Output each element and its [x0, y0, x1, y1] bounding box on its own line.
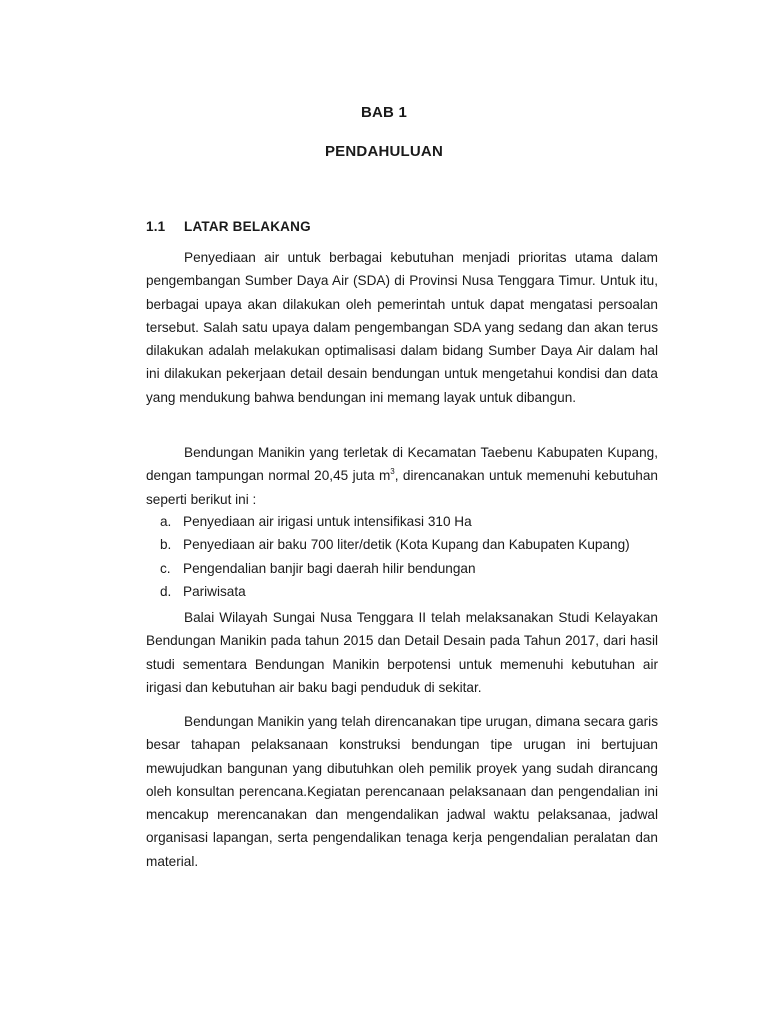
list-item-text: Penyediaan air baku 700 liter/detik (Kota Kupang dan Kabupaten Kupang) — [183, 537, 630, 553]
list-item — [160, 510, 660, 533]
paragraph-2-text — [146, 441, 658, 511]
requirements-list — [160, 510, 660, 603]
paragraph-4 — [146, 710, 658, 873]
list-item-text: Penyediaan air irigasi untuk intensifikasi 310 Ha — [183, 514, 472, 529]
paragraph-3-text: Balai Wilayah Sungai Nusa Tenggara II telah melaksanakan Studi Kelayakan Bendungan Manikin pada tahun 2015 dan Detail Desain pada Tahun 2017, dari hasil studi sementara Bendungan Manikin berpotensi untuk memenuhi kebutuhan air irigasi dan kebutuhan air baku bagi penduduk di sekitar. — [146, 610, 658, 695]
unit-superscript: 3 — [390, 467, 395, 477]
paragraph-2-text-end: , direncanakan untuk memenuhi kebutuhan seperti berikut ini : — [146, 468, 658, 507]
section-heading — [146, 219, 311, 234]
paragraph-1 — [146, 246, 658, 409]
paragraph-4-text: Bendungan Manikin yang telah direncanakan tipe urugan, dimana secara garis besar tahapan pelaksanaan konstruksi bendungan tipe urugan ini bertujuan mewujudkan bangunan yang dibutuhkan oleh pemilik proyek yang sudah dirancang oleh konsultan perencana.Kegiatan perencanaan pelaksanaan dan pengendalian ini mencakup merencanakan dan mengendalikan jadwal waktu pelaksanaa, jadwal organisasi lapangan, serta pengendalikan tenaga kerja pengendalian peralatan dan material. — [146, 714, 658, 869]
list-marker: d. — [160, 583, 172, 599]
list-marker: b. — [160, 537, 172, 553]
list-marker: a. — [160, 514, 172, 529]
chapter-title: BAB 1 — [360, 104, 407, 121]
chapter-heading: PENDAHULUAN — [324, 143, 444, 160]
list-item — [160, 580, 660, 603]
paragraph-3 — [146, 606, 658, 699]
list-item — [160, 533, 660, 556]
list-item — [160, 557, 660, 580]
section-title: LATAR BELAKANG — [184, 219, 311, 234]
section-number: 1.1 — [146, 219, 166, 234]
list-item-text: Pengendalian banjir bagi daerah hilir bendungan — [183, 560, 476, 576]
paragraph-2-text-start: Bendungan Manikin yang terletak di Kecamatan Taebenu Kabupaten Kupang, dengan tampungan normal 20,45 juta m — [146, 445, 658, 484]
paragraph-2 — [146, 441, 658, 511]
list-item-text: Pariwisata — [183, 583, 246, 599]
list-marker: c. — [160, 560, 171, 576]
paragraph-1-text: Penyediaan air untuk berbagai kebutuhan menjadi prioritas utama dalam pengembangan Sumber Daya Air (SDA) di Provinsi Nusa Tenggara Timur. Untuk itu, berbagai upaya akan dilakukan oleh pemerintah untuk dapat mengatasi persoalan tersebut. Salah satu upaya dalam pengembangan SDA yang sedang dan akan terus dilakukan adalah melakukan optimalisasi dalam bidang Sumber Daya Air dalam hal ini dilakukan pekerjaan detail desain bendungan untuk mengetahui kondisi dan data yang mendukung bahwa bendungan ini memang layak untuk dibangun. — [146, 250, 658, 405]
